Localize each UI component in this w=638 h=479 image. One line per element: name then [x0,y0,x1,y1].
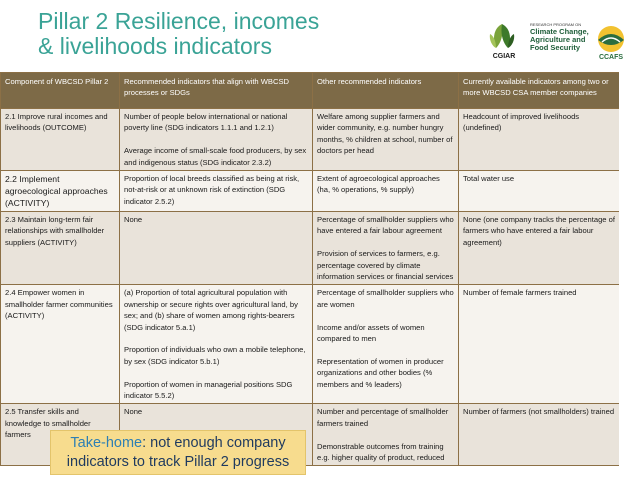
cell-component: 2.4 Empower women in smallholder farmer communities (ACTIVITY) [1,285,120,404]
cell-text: Average income of small-scale food producers, by sex and indigenous status (SDG indicator 2.3.2) [124,146,307,167]
cell-text: (a) Proportion of total agricultural population with ownership or secure rights over agricultural land, by sex; and (b) share of women among rights-bearers (SDG indicator 5.a.1) [124,288,298,332]
table-row [1,109,620,171]
header-available: Currently available indicators among two or more WBCSD CSA member companies [459,73,620,109]
cell-recommended [120,109,313,171]
cell-text: Proportion of local breeds classified as being at risk, not-at-risk or at unknown risk of extinction (SDG indicator 2.5.2) [124,174,300,206]
cell-recommended [120,171,313,212]
slide-title-line1: Pillar 2 Resilience, incomes [38,8,320,34]
cell-recommended [120,285,313,404]
cell-text: Extent of agroecological approaches (ha, % operations, % supply) [317,174,440,195]
takehome-text-1: : not enough company [142,435,286,451]
cgiar-logo [484,22,520,64]
ccafs-line2: Agriculture and [530,35,586,44]
cell-text: None [124,407,143,417]
cell-other [313,109,459,171]
cell-text: Provision of services to farmers, e.g. percentage covered by climate information services or financial services [317,249,454,282]
header-recommended: Recommended indicators that align with WBCSD processes or SDGs [120,73,313,109]
table-row [1,285,620,404]
cell-available [459,109,620,171]
cell-text: Percentage of smallholder suppliers who have entered a fair labour agreement [317,215,454,236]
cell-text: Proportion of women in managerial positions SDG indicator 5.5.2) [124,379,293,401]
takehome-label: Take-home [70,435,143,451]
cell-text: None [124,215,143,225]
cell-text: Total water use [463,174,515,184]
cell-available [459,404,620,466]
cgiar-leaf-icon [484,22,520,52]
cell-text: Percentage of smallholder suppliers who are women [317,288,454,309]
cell-other [313,285,459,404]
table-row [1,212,620,285]
ccafs-line1: Climate Change, [530,27,589,36]
cell-component: 2.3 Maintain long-term fair relationships with smallholder suppliers (ACTIVITY) [1,212,120,285]
ccafs-line3: Food Security [530,43,581,52]
cell-recommended [120,212,313,285]
cell-component: 2.5 Transfer skills and knowledge to smallholder farmers [1,404,120,466]
cell-text: None (one company tracks the percentage of farmers who have entered a fair labour agreement) [463,215,615,247]
table-row [1,171,620,212]
cell-text: Headcount of improved livelihoods (undefined) [463,112,580,133]
cell-available [459,212,620,285]
takehome-callout [50,430,306,475]
cell-available [459,285,620,404]
slide-title [38,9,319,59]
cell-text: Representation of women in producer organizations and other bodies (% members and % leaders) [317,356,444,389]
cell-text: Demonstrable outcomes from training e.g. higher quality of product, reduced [317,441,445,463]
cell-text: Number of farmers (not smallholders) trained [463,407,615,417]
cell-text: Number of female farmers trained [463,288,577,298]
ccafs-emblem-icon [594,24,628,54]
cell-other [313,171,459,212]
indicators-table [0,72,619,466]
takehome-line1 [51,434,305,453]
cell-text: Income and/or assets of women compared to men [317,322,425,344]
cell-text: Number of people below international or national poverty line (SDG indicators 1.1.1 and 1.2.1) [124,112,288,133]
table-header-row [1,73,620,109]
partner-logos [484,22,634,64]
ccafs-logo [530,22,630,64]
cgiar-wordmark: CGIAR [492,53,516,60]
ccafs-wordmark: CCAFS [598,54,624,61]
header-component: Component of WBCSD Pillar 2 [1,73,120,109]
indicators-table-container [0,72,619,479]
ccafs-program-label: RESEARCH PROGRAM ON [530,22,582,27]
cell-other [313,404,459,466]
slide-title-line2: & livelihoods indicators [38,33,272,59]
cell-text: Proportion of individuals who own a mobile telephone, by sex (SDG indicator 5.b.1) [124,345,306,366]
cell-other [313,212,459,285]
ccafs-program-name [530,28,590,52]
takehome-text-2: indicators to track Pillar 2 progress [66,454,290,470]
cell-component: 2.1 Improve rural incomes and livelihoods (OUTCOME) [1,109,120,171]
cell-text: Number and percentage of smallholder farmers trained [317,407,449,428]
header-other: Other recommended indicators [313,73,459,109]
cell-component: 2.2 Implement agroecological approaches (ACTIVITY) [1,171,120,212]
cell-available [459,171,620,212]
cell-text: Welfare among supplier farmers and wider community, e.g. number hungry months, % children at school, number of doctors per head [317,112,453,156]
